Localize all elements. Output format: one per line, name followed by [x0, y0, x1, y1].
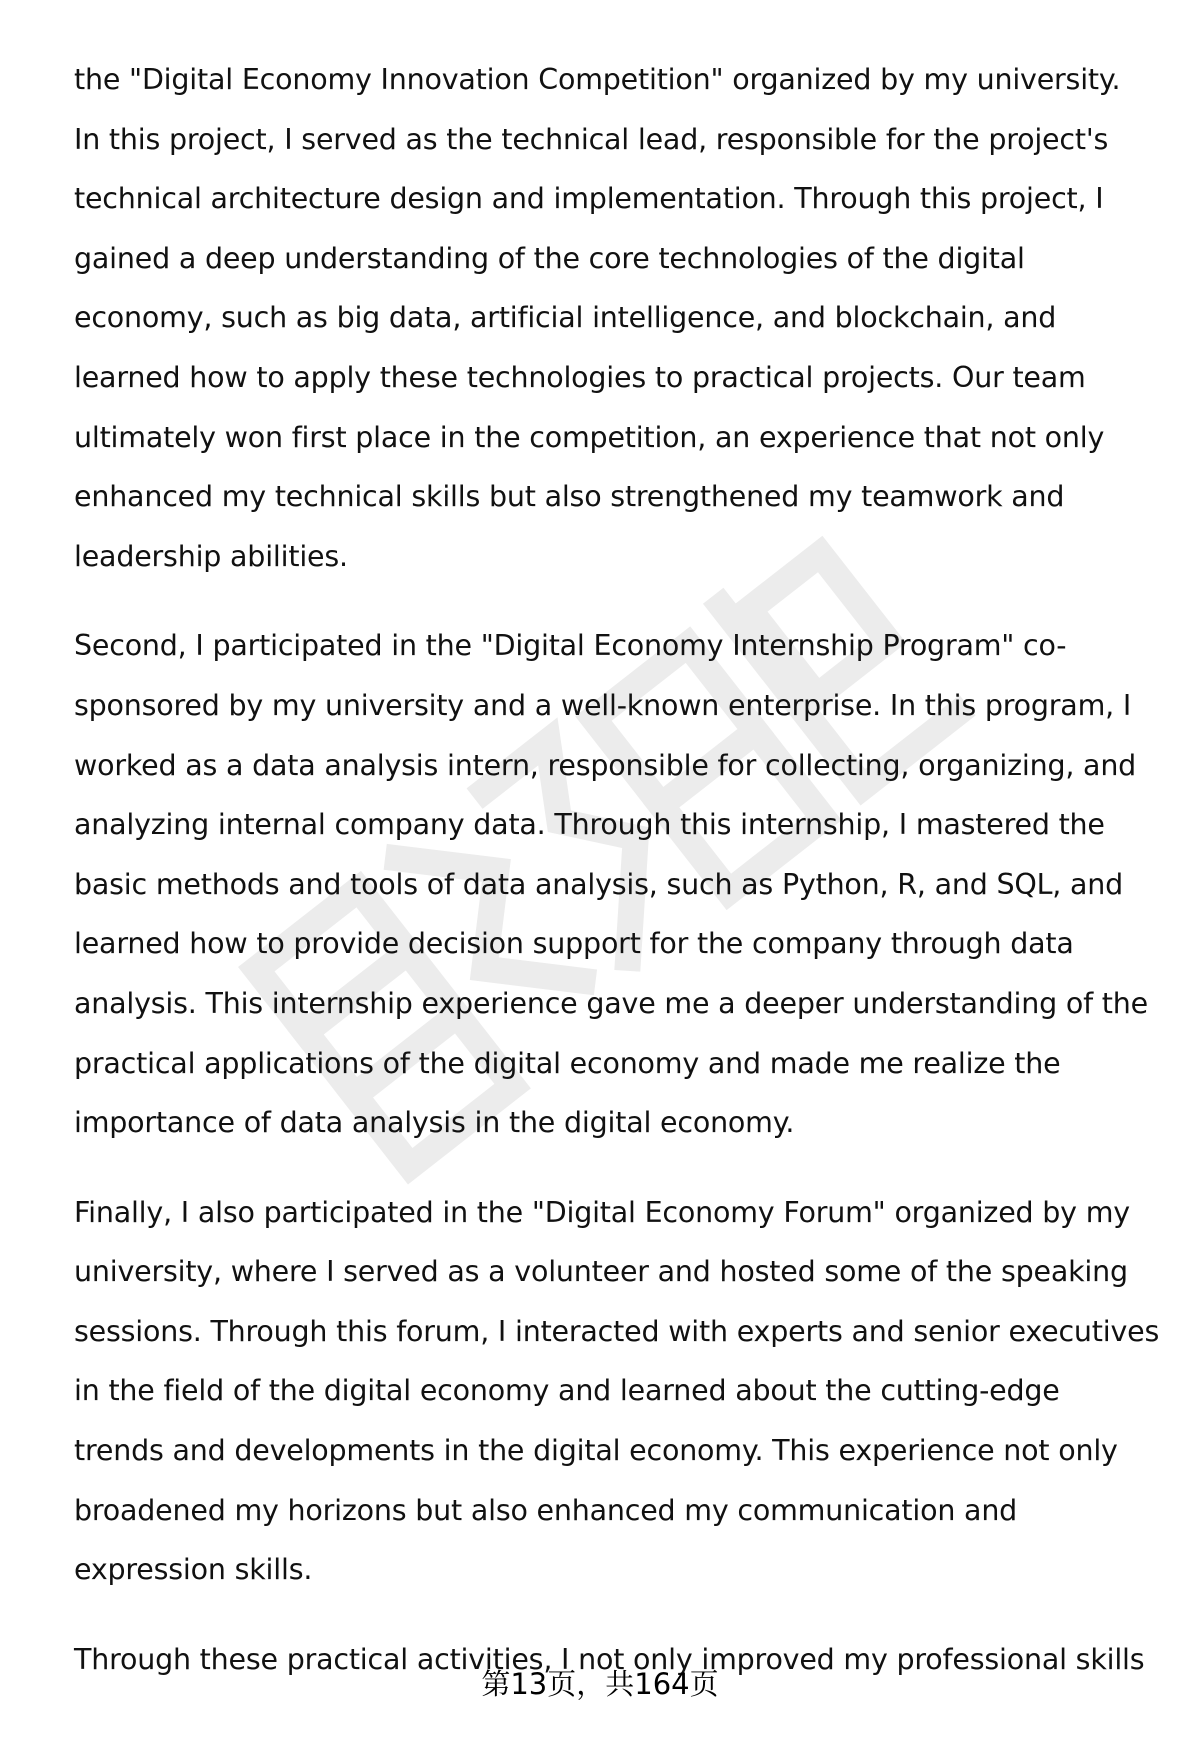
paragraph-internship	[74, 616, 1174, 1152]
text-line: Through these practical activities, I not only improved my professional skills	[74, 1642, 1145, 1676]
text-line: trends and developments in the digital economy. This experience not only	[74, 1434, 1118, 1468]
document-body	[74, 50, 1174, 1719]
text-line: learned how to apply these technologies to practical projects. Our team	[74, 360, 1086, 394]
text-line: leadership abilities.	[74, 539, 348, 573]
text-line: gained a deep understanding of the core technologies of the digital	[74, 241, 1025, 275]
text-line: Second, I participated in the "Digital Economy Internship Program" co-	[74, 629, 1067, 663]
text-line: university, where I served as a volunteer and hosted some of the speaking	[74, 1255, 1128, 1289]
text-line: basic methods and tools of data analysis, such as Python, R, and SQL, and	[74, 867, 1123, 901]
text-line: in the field of the digital economy and learned about the cutting-edge	[74, 1374, 1060, 1408]
text-line: economy, such as big data, artificial intelligence, and blockchain, and	[74, 301, 1057, 335]
text-line: Finally, I also participated in the "Digital Economy Forum" organized by my	[74, 1195, 1130, 1229]
text-line: the "Digital Economy Innovation Competition" organized by my university.	[74, 63, 1121, 96]
text-line: importance of data analysis in the digital economy.	[74, 1106, 795, 1140]
text-line: learned how to provide decision support for the company through data	[74, 927, 1074, 961]
text-line: technical architecture design and implementation. Through this project, I	[74, 182, 1104, 216]
text-line: broadened my horizons but also enhanced my communication and	[74, 1493, 1018, 1527]
text-line: ultimately won first place in the competition, an experience that not only	[74, 420, 1105, 454]
text-line: enhanced my technical skills but also strengthened my teamwork and	[74, 480, 1065, 514]
paragraph-competition	[74, 50, 1174, 586]
text-line: practical applications of the digital economy and made me realize the	[74, 1046, 1061, 1080]
text-line: In this project, I served as the technical lead, responsible for the project's	[74, 122, 1109, 156]
text-line: analyzing internal company data. Through this internship, I mastered the	[74, 808, 1105, 842]
text-line: analysis. This internship experience gave me a deeper understanding of the	[74, 986, 1148, 1020]
text-line: worked as a data analysis intern, responsible for collecting, organizing, and	[74, 748, 1137, 782]
text-line: sessions. Through this forum, I interacted with experts and senior executives	[74, 1314, 1160, 1348]
text-line: sponsored by my university and a well-known enterprise. In this program, I	[74, 688, 1132, 722]
page-number-footer: 第13页，共164页	[481, 1667, 719, 1701]
paragraph-forum	[74, 1183, 1174, 1600]
text-line: expression skills.	[74, 1553, 313, 1587]
